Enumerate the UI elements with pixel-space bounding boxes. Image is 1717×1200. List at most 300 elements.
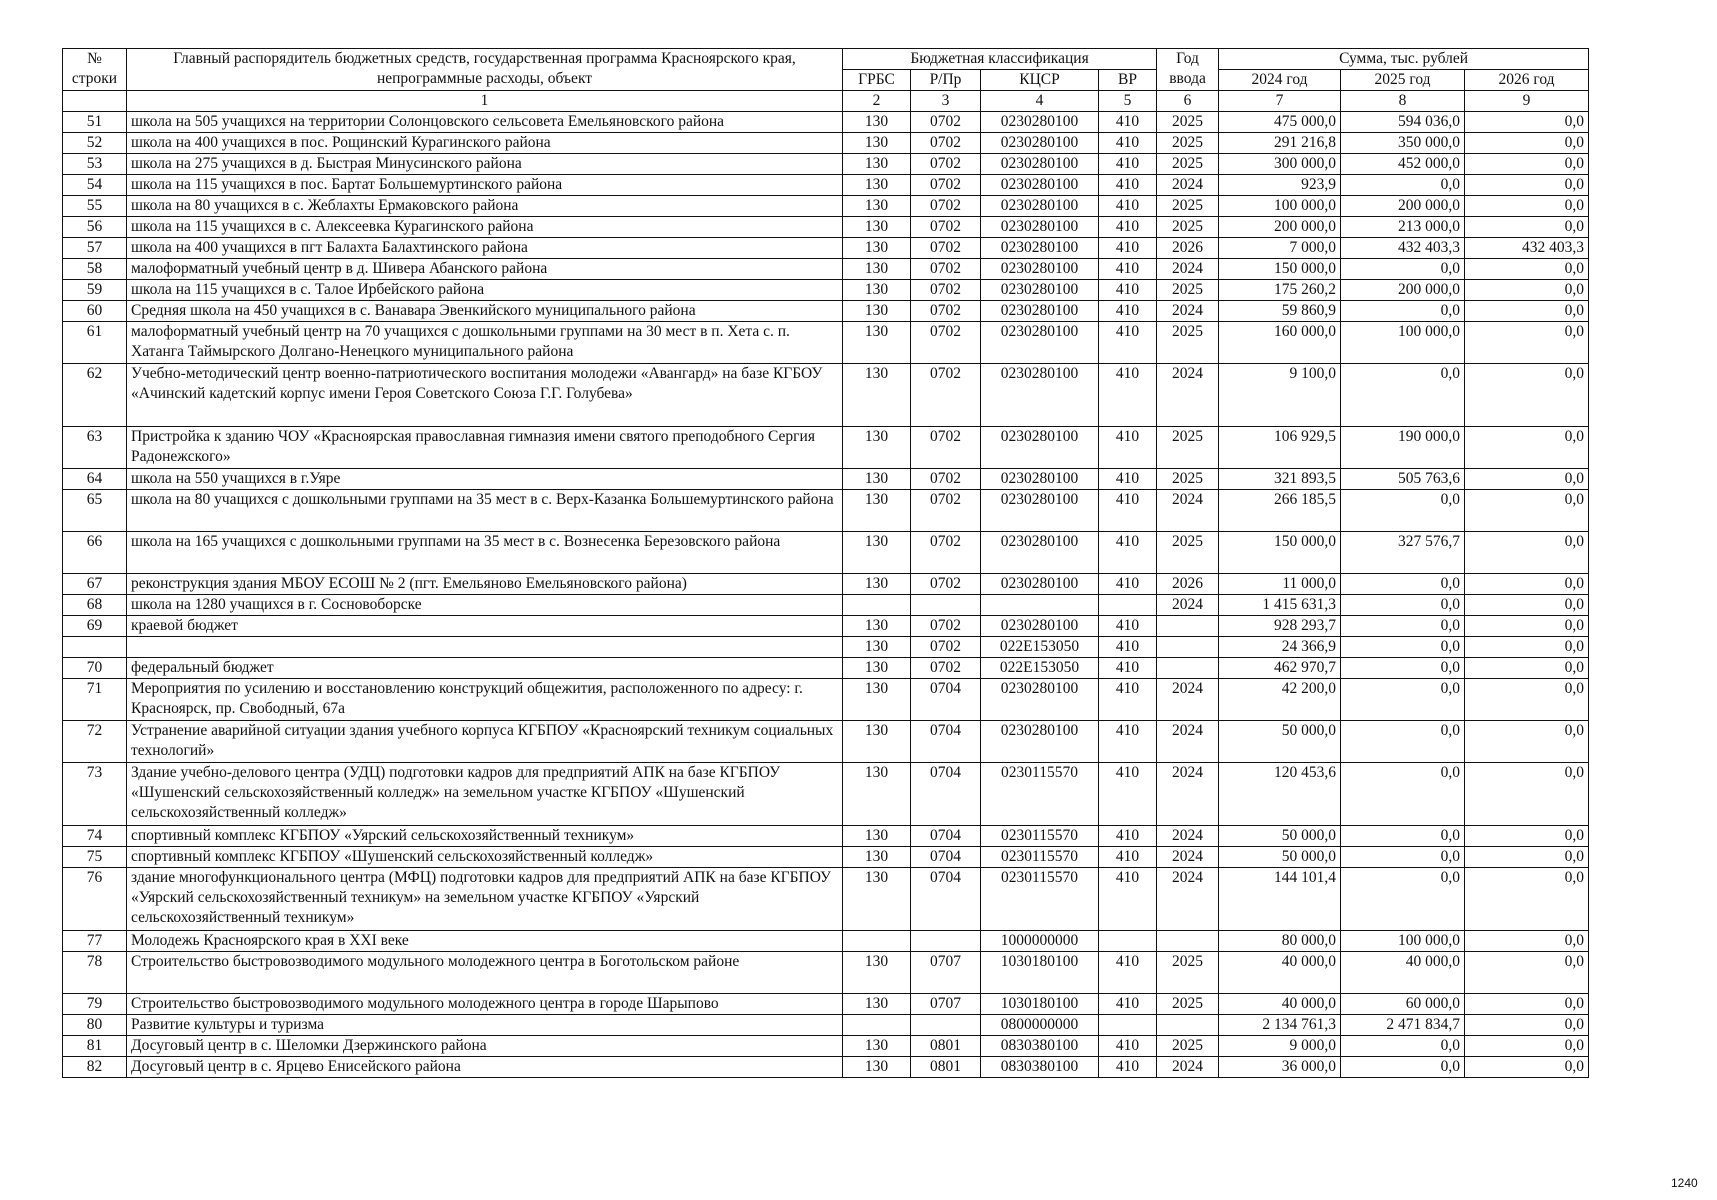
rzpr-code: 0702 [911, 364, 981, 427]
table-row [63, 280, 1589, 301]
vr-code: 410 [1099, 658, 1157, 679]
rzpr-code: 0702 [911, 574, 981, 595]
column-number [63, 91, 127, 112]
table-row [63, 994, 1589, 1015]
table-row [63, 238, 1589, 259]
table-row [63, 637, 1589, 658]
sum-2026: 0,0 [1465, 1015, 1589, 1036]
table-row [63, 721, 1589, 763]
rzpr-code: 0704 [911, 826, 981, 847]
sum-2026: 0,0 [1465, 175, 1589, 196]
vr-code: 410 [1099, 868, 1157, 931]
sum-2024: 7 000,0 [1219, 238, 1341, 259]
kcsr-code: 0230280100 [981, 364, 1099, 427]
commission-year: 2024 [1157, 259, 1219, 280]
table-row [63, 175, 1589, 196]
grbs-code [843, 931, 911, 952]
grbs-code: 130 [843, 427, 911, 469]
commission-year: 2024 [1157, 847, 1219, 868]
row-number: 62 [63, 364, 127, 427]
sum-2024: 120 453,6 [1219, 763, 1341, 826]
grbs-code: 130 [843, 574, 911, 595]
row-number: 81 [63, 1036, 127, 1057]
sum-2024: 266 185,5 [1219, 490, 1341, 532]
kcsr-code: 0830380100 [981, 1057, 1099, 1078]
row-number: 78 [63, 952, 127, 994]
sum-2025: 505 763,6 [1341, 469, 1465, 490]
grbs-code: 130 [843, 637, 911, 658]
sum-2024: 144 101,4 [1219, 868, 1341, 931]
vr-code: 410 [1099, 952, 1157, 994]
sum-2026: 0,0 [1465, 133, 1589, 154]
table-row [63, 196, 1589, 217]
vr-code: 410 [1099, 259, 1157, 280]
sum-2024: 36 000,0 [1219, 1057, 1341, 1078]
kcsr-code: 0230280100 [981, 175, 1099, 196]
object-name: школа на 115 учащихся в с. Талое Ирбейского района [127, 280, 843, 301]
object-name: Пристройка к зданию ЧОУ «Красноярская православная гимназия имени святого преподобного Сергия Радонежского» [127, 427, 843, 469]
table-row [63, 469, 1589, 490]
table-body [63, 112, 1589, 1078]
sum-2025: 100 000,0 [1341, 322, 1465, 364]
column-number: 4 [981, 91, 1099, 112]
object-name: Молодежь Красноярского края в XXI веке [127, 931, 843, 952]
sum-2024: 59 860,9 [1219, 301, 1341, 322]
kcsr-code: 0230280100 [981, 196, 1099, 217]
vr-code: 410 [1099, 616, 1157, 637]
grbs-code: 130 [843, 763, 911, 826]
object-name: школа на 400 учащихся в пгт Балахта Балахтинского района [127, 238, 843, 259]
table-row [63, 679, 1589, 721]
vr-code: 410 [1099, 322, 1157, 364]
sum-2026: 0,0 [1465, 952, 1589, 994]
table-row [63, 1036, 1589, 1057]
rzpr-code: 0704 [911, 847, 981, 868]
object-name: Здание учебно-делового центра (УДЦ) подготовки кадров для предприятий АПК на базе КГБПОУ «Шушенский сельскохозяйственный колледж» на земельном участке КГБПОУ «Шушенский сельскохозяйственный колледж» [127, 763, 843, 826]
sum-2026: 0,0 [1465, 1036, 1589, 1057]
row-number: 57 [63, 238, 127, 259]
vr-code: 410 [1099, 133, 1157, 154]
table-row [63, 154, 1589, 175]
sum-2026: 0,0 [1465, 196, 1589, 217]
sum-2024: 50 000,0 [1219, 847, 1341, 868]
grbs-code: 130 [843, 721, 911, 763]
grbs-code: 130 [843, 868, 911, 931]
sum-2026: 0,0 [1465, 490, 1589, 532]
vr-code: 410 [1099, 490, 1157, 532]
commission-year: 2025 [1157, 196, 1219, 217]
sum-2026: 0,0 [1465, 217, 1589, 238]
commission-year: 2024 [1157, 364, 1219, 427]
vr-code: 410 [1099, 679, 1157, 721]
table-row [63, 847, 1589, 868]
header-2024: 2024 год [1219, 70, 1341, 91]
sum-2025: 0,0 [1341, 721, 1465, 763]
sum-2026: 0,0 [1465, 322, 1589, 364]
vr-code: 410 [1099, 427, 1157, 469]
sum-2025: 60 000,0 [1341, 994, 1465, 1015]
grbs-code: 130 [843, 175, 911, 196]
grbs-code: 130 [843, 154, 911, 175]
rzpr-code: 0707 [911, 952, 981, 994]
rzpr-code: 0702 [911, 280, 981, 301]
kcsr-code: 0830380100 [981, 1036, 1099, 1057]
row-number: 70 [63, 658, 127, 679]
commission-year: 2024 [1157, 175, 1219, 196]
vr-code [1099, 931, 1157, 952]
table-row [63, 1057, 1589, 1078]
sum-2025: 0,0 [1341, 679, 1465, 721]
grbs-code [843, 1015, 911, 1036]
sum-2026: 0,0 [1465, 469, 1589, 490]
vr-code [1099, 1015, 1157, 1036]
column-number: 9 [1465, 91, 1589, 112]
sum-2026: 0,0 [1465, 532, 1589, 574]
header-rzpr: Р/Пр [911, 70, 981, 91]
kcsr-code: 0230280100 [981, 574, 1099, 595]
kcsr-code: 0230280100 [981, 133, 1099, 154]
kcsr-code: 0230280100 [981, 217, 1099, 238]
rzpr-code: 0702 [911, 301, 981, 322]
sum-2025: 190 000,0 [1341, 427, 1465, 469]
row-number: 73 [63, 763, 127, 826]
column-number: 8 [1341, 91, 1465, 112]
grbs-code [843, 595, 911, 616]
row-number: 58 [63, 259, 127, 280]
row-number: 67 [63, 574, 127, 595]
object-name: Средняя школа на 450 учащихся в с. Ванавара Эвенкийского муниципального района [127, 301, 843, 322]
commission-year: 2025 [1157, 154, 1219, 175]
grbs-code: 130 [843, 301, 911, 322]
sum-2025: 0,0 [1341, 175, 1465, 196]
commission-year [1157, 658, 1219, 679]
sum-2025: 0,0 [1341, 658, 1465, 679]
object-name: Досуговый центр в с. Шеломки Дзержинского района [127, 1036, 843, 1057]
sum-2025: 200 000,0 [1341, 196, 1465, 217]
kcsr-code: 0230280100 [981, 154, 1099, 175]
sum-2025: 0,0 [1341, 616, 1465, 637]
vr-code: 410 [1099, 532, 1157, 574]
sum-2025: 327 576,7 [1341, 532, 1465, 574]
kcsr-code: 0800000000 [981, 1015, 1099, 1036]
commission-year: 2025 [1157, 280, 1219, 301]
sum-2026: 0,0 [1465, 427, 1589, 469]
grbs-code: 130 [843, 112, 911, 133]
rzpr-code: 0702 [911, 175, 981, 196]
row-number: 54 [63, 175, 127, 196]
commission-year: 2025 [1157, 133, 1219, 154]
rzpr-code: 0702 [911, 133, 981, 154]
table-row [63, 763, 1589, 826]
sum-2024: 24 366,9 [1219, 637, 1341, 658]
kcsr-code: 1000000000 [981, 931, 1099, 952]
sum-2024: 928 293,7 [1219, 616, 1341, 637]
sum-2026: 0,0 [1465, 721, 1589, 763]
row-number: 65 [63, 490, 127, 532]
commission-year: 2026 [1157, 574, 1219, 595]
row-number: 80 [63, 1015, 127, 1036]
header-sum: Сумма, тыс. рублей [1219, 49, 1589, 70]
sum-2025: 0,0 [1341, 826, 1465, 847]
sum-2026: 0,0 [1465, 868, 1589, 931]
object-name: Строительство быстровозводимого модульного молодежного центра в Боготольском районе [127, 952, 843, 994]
sum-2026: 0,0 [1465, 574, 1589, 595]
row-number: 76 [63, 868, 127, 931]
row-number: 63 [63, 427, 127, 469]
rzpr-code: 0702 [911, 259, 981, 280]
kcsr-code: 0230280100 [981, 532, 1099, 574]
table-row [63, 826, 1589, 847]
sum-2025: 100 000,0 [1341, 931, 1465, 952]
commission-year [1157, 1015, 1219, 1036]
sum-2025: 0,0 [1341, 847, 1465, 868]
sum-2026: 0,0 [1465, 595, 1589, 616]
rzpr-code: 0704 [911, 721, 981, 763]
sum-2026: 0,0 [1465, 931, 1589, 952]
object-name [127, 637, 843, 658]
commission-year: 2024 [1157, 595, 1219, 616]
commission-year: 2024 [1157, 826, 1219, 847]
sum-2024: 150 000,0 [1219, 259, 1341, 280]
sum-2024: 200 000,0 [1219, 217, 1341, 238]
table-row [63, 595, 1589, 616]
kcsr-code: 0230280100 [981, 469, 1099, 490]
rzpr-code: 0702 [911, 658, 981, 679]
table-row [63, 931, 1589, 952]
rzpr-code: 0702 [911, 637, 981, 658]
kcsr-code: 0230280100 [981, 112, 1099, 133]
object-name: Развитие культуры и туризма [127, 1015, 843, 1036]
commission-year: 2024 [1157, 301, 1219, 322]
commission-year: 2025 [1157, 217, 1219, 238]
row-number: 55 [63, 196, 127, 217]
commission-year: 2024 [1157, 679, 1219, 721]
commission-year: 2025 [1157, 1036, 1219, 1057]
sum-2024: 160 000,0 [1219, 322, 1341, 364]
object-name: школа на 80 учащихся с дошкольными группами на 35 мест в с. Верх-Казанка Большемуртинского района [127, 490, 843, 532]
rzpr-code: 0702 [911, 616, 981, 637]
object-name: спортивный комплекс КГБПОУ «Шушенский сельскохозяйственный колледж» [127, 847, 843, 868]
object-name: школа на 115 учащихся в с. Алексеевка Курагинского района [127, 217, 843, 238]
vr-code: 410 [1099, 469, 1157, 490]
rzpr-code: 0702 [911, 532, 981, 574]
vr-code: 410 [1099, 763, 1157, 826]
vr-code: 410 [1099, 238, 1157, 259]
object-name: Устранение аварийной ситуации здания учебного корпуса КГБПОУ «Красноярский техникум социальных технологий» [127, 721, 843, 763]
vr-code: 410 [1099, 847, 1157, 868]
vr-code [1099, 595, 1157, 616]
vr-code: 410 [1099, 994, 1157, 1015]
sum-2025: 350 000,0 [1341, 133, 1465, 154]
object-name: спортивный комплекс КГБПОУ «Уярский сельскохозяйственный техникум» [127, 826, 843, 847]
sum-2026: 432 403,3 [1465, 238, 1589, 259]
row-number: 56 [63, 217, 127, 238]
grbs-code: 130 [843, 217, 911, 238]
sum-2026: 0,0 [1465, 826, 1589, 847]
object-name: реконструкция здания МБОУ ЕСОШ № 2 (пгт. Емельяново Емельяновского района) [127, 574, 843, 595]
object-name: школа на 115 учащихся в пос. Бартат Большемуртинского района [127, 175, 843, 196]
object-name: Досуговый центр в с. Ярцево Енисейского района [127, 1057, 843, 1078]
sum-2025: 0,0 [1341, 763, 1465, 826]
commission-year: 2025 [1157, 994, 1219, 1015]
row-number: 64 [63, 469, 127, 490]
column-number: 7 [1219, 91, 1341, 112]
table-row [63, 133, 1589, 154]
sum-2025: 432 403,3 [1341, 238, 1465, 259]
sum-2026: 0,0 [1465, 679, 1589, 721]
table-row [63, 259, 1589, 280]
sum-2026: 0,0 [1465, 847, 1589, 868]
kcsr-code: 0230280100 [981, 679, 1099, 721]
sum-2024: 40 000,0 [1219, 952, 1341, 994]
row-number: 68 [63, 595, 127, 616]
sum-2025: 452 000,0 [1341, 154, 1465, 175]
rzpr-code: 0702 [911, 217, 981, 238]
grbs-code: 130 [843, 259, 911, 280]
object-name: школа на 80 учащихся в с. Жеблахты Ермаковского района [127, 196, 843, 217]
commission-year: 2024 [1157, 490, 1219, 532]
object-name: малоформатный учебный центр в д. Шивера Абанского района [127, 259, 843, 280]
rzpr-code [911, 595, 981, 616]
commission-year: 2026 [1157, 238, 1219, 259]
vr-code: 410 [1099, 196, 1157, 217]
header-main: Главный распорядитель бюджетных средств, государственная программа Красноярского края, непрограммные расходы, объект [127, 49, 843, 91]
sum-2025: 0,0 [1341, 364, 1465, 427]
sum-2024: 321 893,5 [1219, 469, 1341, 490]
sum-2024: 50 000,0 [1219, 826, 1341, 847]
table-row [63, 322, 1589, 364]
sum-2026: 0,0 [1465, 616, 1589, 637]
commission-year: 2025 [1157, 469, 1219, 490]
grbs-code: 130 [843, 679, 911, 721]
table-row [63, 427, 1589, 469]
commission-year: 2024 [1157, 763, 1219, 826]
table-row [63, 574, 1589, 595]
rzpr-code: 0704 [911, 679, 981, 721]
grbs-code: 130 [843, 826, 911, 847]
sum-2025: 594 036,0 [1341, 112, 1465, 133]
column-number: 3 [911, 91, 981, 112]
sum-2026: 0,0 [1465, 763, 1589, 826]
commission-year [1157, 931, 1219, 952]
vr-code: 410 [1099, 637, 1157, 658]
object-name: школа на 165 учащихся с дошкольными группами на 35 мест в с. Вознесенка Березовского района [127, 532, 843, 574]
sum-2025: 200 000,0 [1341, 280, 1465, 301]
kcsr-code: 0230280100 [981, 616, 1099, 637]
kcsr-code: 0230280100 [981, 280, 1099, 301]
header-vr: ВР [1099, 70, 1157, 91]
sum-2026: 0,0 [1465, 112, 1589, 133]
sum-2025: 0,0 [1341, 574, 1465, 595]
column-number: 5 [1099, 91, 1157, 112]
row-number: 53 [63, 154, 127, 175]
vr-code: 410 [1099, 826, 1157, 847]
grbs-code: 130 [843, 238, 911, 259]
rzpr-code: 0702 [911, 322, 981, 364]
sum-2025: 0,0 [1341, 490, 1465, 532]
row-number: 77 [63, 931, 127, 952]
vr-code: 410 [1099, 364, 1157, 427]
rzpr-code: 0704 [911, 763, 981, 826]
sum-2024: 462 970,7 [1219, 658, 1341, 679]
column-numbers-row [63, 91, 1589, 112]
kcsr-code: 0230280100 [981, 490, 1099, 532]
sum-2026: 0,0 [1465, 280, 1589, 301]
row-number: 59 [63, 280, 127, 301]
sum-2024: 175 260,2 [1219, 280, 1341, 301]
vr-code: 410 [1099, 175, 1157, 196]
grbs-code: 130 [843, 952, 911, 994]
grbs-code: 130 [843, 1036, 911, 1057]
row-number: 69 [63, 616, 127, 637]
table-row [63, 490, 1589, 532]
budget-table [62, 48, 1589, 1078]
rzpr-code: 0801 [911, 1036, 981, 1057]
table-row [63, 868, 1589, 931]
sum-2024: 923,9 [1219, 175, 1341, 196]
sum-2025: 40 000,0 [1341, 952, 1465, 994]
sum-2025: 0,0 [1341, 868, 1465, 931]
grbs-code: 130 [843, 847, 911, 868]
grbs-code: 130 [843, 280, 911, 301]
header-budget-classification: Бюджетная классификация [843, 49, 1157, 70]
kcsr-code [981, 595, 1099, 616]
sum-2024: 80 000,0 [1219, 931, 1341, 952]
object-name: школа на 550 учащихся в г.Уяре [127, 469, 843, 490]
grbs-code: 130 [843, 322, 911, 364]
row-number: 74 [63, 826, 127, 847]
sum-2024: 300 000,0 [1219, 154, 1341, 175]
rzpr-code: 0801 [911, 1057, 981, 1078]
header-2025: 2025 год [1341, 70, 1465, 91]
kcsr-code: 0230280100 [981, 721, 1099, 763]
vr-code: 410 [1099, 280, 1157, 301]
row-number: 60 [63, 301, 127, 322]
rzpr-code [911, 931, 981, 952]
object-name: школа на 400 учащихся в пос. Рощинский Курагинского района [127, 133, 843, 154]
grbs-code: 130 [843, 469, 911, 490]
rzpr-code: 0702 [911, 154, 981, 175]
header-row-number: № строки [63, 49, 127, 91]
kcsr-code: 0230280100 [981, 259, 1099, 280]
vr-code: 410 [1099, 112, 1157, 133]
sum-2024: 100 000,0 [1219, 196, 1341, 217]
vr-code: 410 [1099, 1036, 1157, 1057]
kcsr-code: 022Е153050 [981, 637, 1099, 658]
sum-2025: 213 000,0 [1341, 217, 1465, 238]
sum-2026: 0,0 [1465, 994, 1589, 1015]
commission-year [1157, 637, 1219, 658]
vr-code: 410 [1099, 574, 1157, 595]
sum-2024: 2 134 761,3 [1219, 1015, 1341, 1036]
row-number: 72 [63, 721, 127, 763]
page-number: 1240 [1671, 1176, 1698, 1190]
commission-year: 2025 [1157, 532, 1219, 574]
kcsr-code: 1030180100 [981, 952, 1099, 994]
kcsr-code: 0230115570 [981, 847, 1099, 868]
sum-2026: 0,0 [1465, 658, 1589, 679]
object-name: краевой бюджет [127, 616, 843, 637]
header-2026: 2026 год [1465, 70, 1589, 91]
object-name: здание многофункционального центра (МФЦ) подготовки кадров для предприятий АПК на базе КГБПОУ «Уярский сельскохозяйственный техникум» на земельном участке КГБПОУ «Уярский сельскохозяйственный техникум» [127, 868, 843, 931]
table-row [63, 112, 1589, 133]
sum-2025: 0,0 [1341, 1057, 1465, 1078]
table-row [63, 616, 1589, 637]
vr-code: 410 [1099, 721, 1157, 763]
sum-2025: 0,0 [1341, 595, 1465, 616]
grbs-code: 130 [843, 364, 911, 427]
kcsr-code: 0230280100 [981, 238, 1099, 259]
